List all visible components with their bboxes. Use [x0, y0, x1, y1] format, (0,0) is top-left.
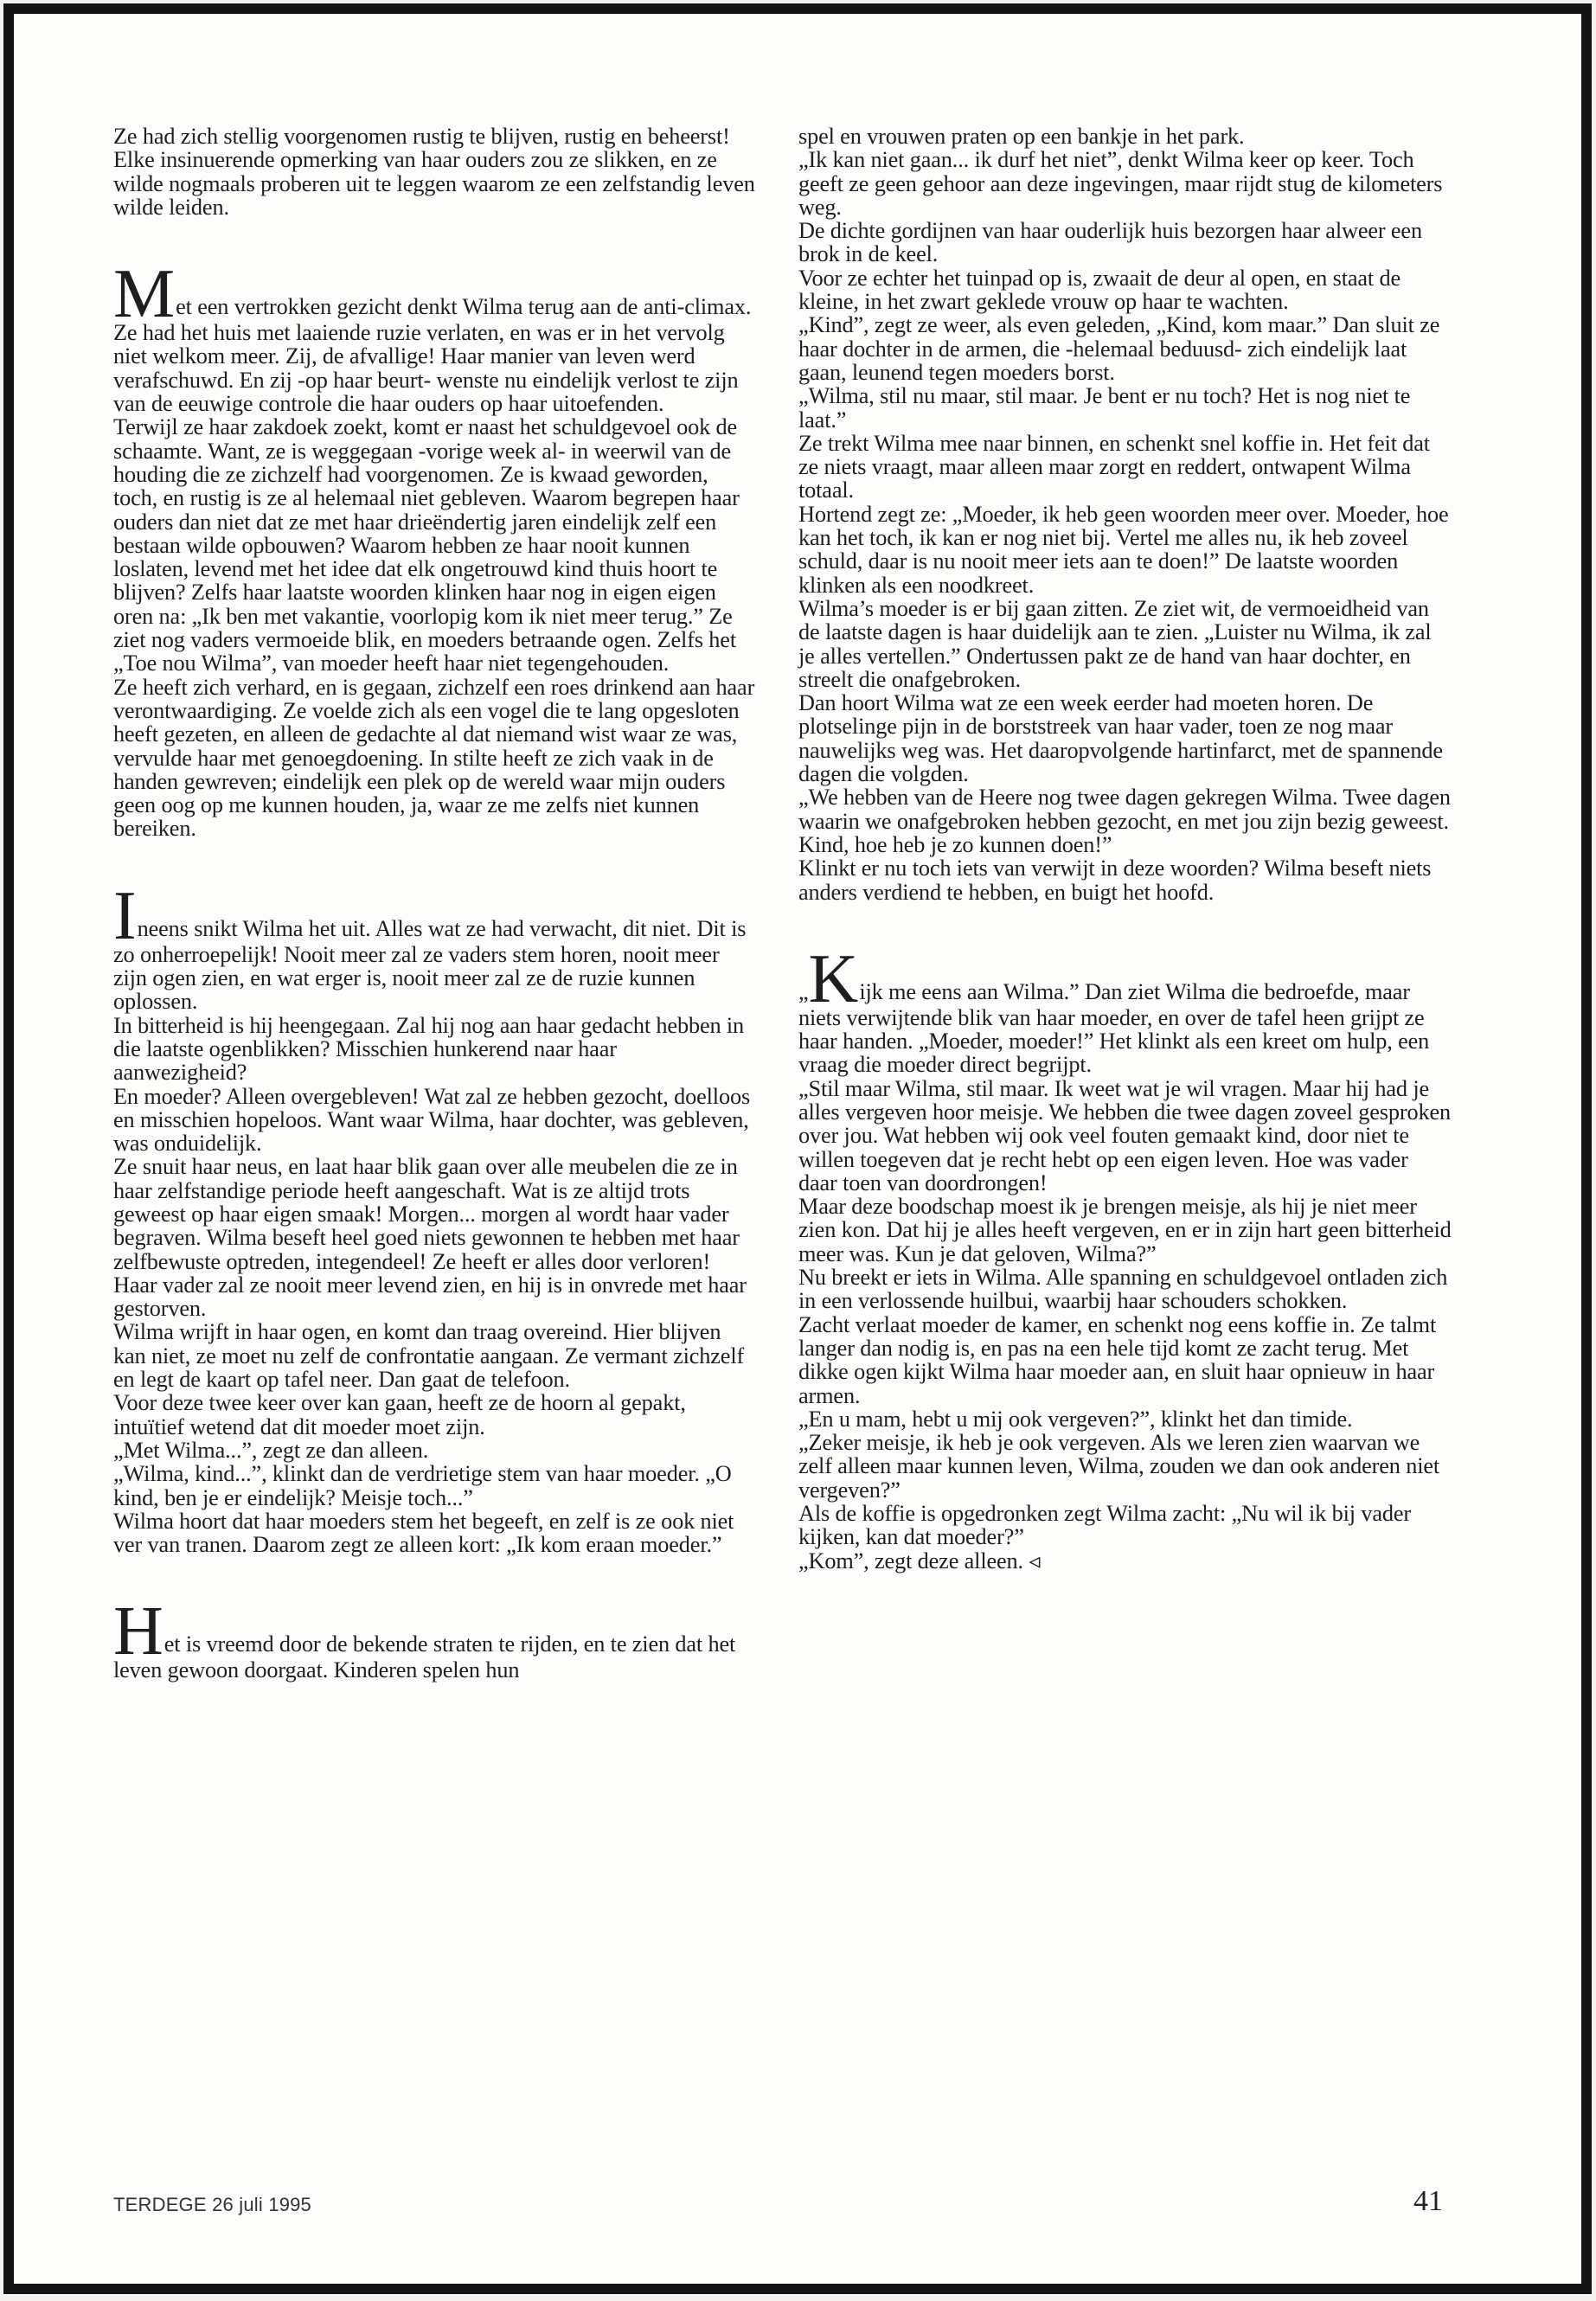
- paragraph: spel en vrouwen praten op een bankje in het park.: [798, 124, 1245, 149]
- paragraph: Zacht verlaat moeder de kamer, en schenkt nog eens koffie in. Ze talmt langer dan nodig is, en pas na een hele tijd komt ze zacht terug. Met dikke ogen kijkt Wilma haar moeder aan, en sluit haar opnieuw in haar armen.: [798, 1311, 1437, 1408]
- paragraph: „Stil maar Wilma, stil maar. Ik weet wat je wil vragen. Maar hij had je alles vergeven hoor meisje. We hebben die twee dagen zoveel gesproken over jou. Wat hebben wij ook veel fouten gemaakt kind, door niet te willen toegeven dat je recht hebt op een eigen leven. Hoe was vader daar toen van doordrongen!: [798, 1075, 1451, 1195]
- paragraph: Wilma hoort dat haar moeders stem het begeeft, en zelf is ze ook niet ver van tranen. Daarom zegt ze alleen kort: „Ik kom eraan moeder.”: [113, 1508, 734, 1558]
- paragraph: De dichte gordijnen van haar ouderlijk huis bezorgen haar alweer een brok in de keel.: [798, 218, 1422, 267]
- paragraph-text: ijk me eens aan Wilma.” Dan ziet Wilma die bedroefde, maar niets verwijtende blik van haar moeder, en over de tafel heen grijpt ze haar handen. „Moeder, moeder!” Het klinkt als een kreet om hulp, een vraag die moeder direct begrijpt.: [798, 978, 1430, 1078]
- paragraph: Nu breekt er iets in Wilma. Alle spanning en schuldgevoel ontladen zich in een verlossende huilbui, waarbij haar schouders schokken.: [798, 1265, 1448, 1314]
- right-column: [798, 125, 1452, 1573]
- section-opening-paragraph: [113, 256, 755, 417]
- page-number: 41: [1413, 2185, 1443, 2217]
- drop-cap: H: [113, 1593, 163, 1670]
- paragraph: Hortend zegt ze: „Moeder, ik heb geen woorden meer over. Moeder, hoe kan het toch, ik kan er nog niet bij. Vertel me alles nu, ik heb zoveel schuld, daar is nu nooit meer iets aan te doen!” De laatste woorden klinken als een noodkreet.: [798, 501, 1449, 598]
- paragraph: Als de koffie is opgedronken zegt Wilma zacht: „Nu wil ik bij vader kijken, kan dat moeder?”: [798, 1501, 1411, 1550]
- paragraph: Ze heeft zich verhard, en is gegaan, zichzelf een roes drinkend aan haar verontwaardiging. Ze voelde zich als een vogel die te lang opgesloten heeft gezeten, en alleen de gedachte al dat niemand wist waar ze was, vervulde haar met genoegdoening. In stilte heeft ze zich vaak in de handen gewreven; eindelijk een plek op de wereld waar mijn ouders geen oog op me kunnen houden, ja, waar ze me zelfs niet kunnen bereiken.: [113, 674, 755, 842]
- section-opening-paragraph: [113, 877, 755, 1015]
- paragraph-text: et een vertrokken gezicht denkt Wilma terug aan de anti-climax. Ze had het huis met laaiende ruzie verlaten, en was er in het vervolg niet welkom meer. Zij, de afvallige! Haar manier van leven werd verafschuwd. En zij -op haar beurt- wenste nu eindelijk verlost te zijn van de eeuwige controle die haar ouders op haar uitoefenden.: [113, 294, 752, 417]
- paragraph: Ze trekt Wilma mee naar binnen, en schenkt snel koffie in. Het feit dat ze niets vraagt, maar alleen maar zorgt en reddert, ontwapent Wilma totaal.: [798, 430, 1430, 503]
- publication-name: TERDEGE: [113, 2194, 207, 2215]
- issue-date: 26 juli 1995: [212, 2194, 311, 2215]
- paragraph-text: „Kom”, zegt deze alleen.: [798, 1548, 1023, 1574]
- left-column: [113, 125, 755, 1682]
- paragraph: En moeder? Alleen overgebleven! Wat zal ze hebben gezocht, doelloos en misschien hopeloos. Want waar Wilma, haar dochter, was gebleven, was onduidelijk.: [113, 1083, 751, 1157]
- paragraph-text: neens snikt Wilma het uit. Alles wat ze had verwacht, dit niet. Dit is zo onherroepelijk! Nooit meer zal ze vaders stem horen, nooit meer zijn ogen zien, en wat erger is, nooit meer zal ze de ruzie kunnen oplossen.: [113, 915, 747, 1015]
- paragraph: „Wilma, stil nu maar, stil maar. Je bent er nu toch? Het is nog niet te laat.”: [798, 383, 1411, 433]
- section-opening-paragraph: [113, 1593, 755, 1683]
- paragraph: „Ik kan niet gaan... ik durf het niet”, denkt Wilma keer op keer. Toch geeft ze geen gehoor aan deze ingevingen, maar rijdt stug de kilometers weg.: [798, 147, 1443, 220]
- paragraph: Ze had zich stellig voorgenomen rustig te blijven, rustig en beheerst! Elke insinuerende opmerking van haar ouders zou ze slikken, en ze wilde nogmaals proberen uit te leggen waarom ze een zelfstandig leven wilde leiden.: [113, 124, 755, 220]
- paragraph: Voor ze echter het tuinpad op is, zwaait de deur al open, en staat de kleine, in het zwart geklede vrouw op haar te wachten.: [798, 265, 1401, 315]
- drop-cap: M: [113, 256, 176, 333]
- paragraph: „We hebben van de Heere nog twee dagen gekregen Wilma. Twee dagen waarin we onafgebroken hebben gezocht, en met jou zijn bezig geweest. Kind, hoe heb je zo kunnen doen!”: [798, 785, 1451, 857]
- paragraph: Maar deze boodschap moest ik je brengen meisje, als hij je niet meer zien kon. Dat hij je alles heeft vergeven, en er in zijn hart geen bitterheid meer was. Kun je dat geloven, Wilma?”: [798, 1194, 1452, 1266]
- paragraph: Wilma’s moeder is er bij gaan zitten. Ze ziet wit, de vermoeidheid van de laatste dagen is haar duidelijk aan te zien. „Luister nu Wilma, ik zal je alles vertellen.” Ondertussen pakt ze de hand van haar dochter, en streelt die onafgebroken.: [798, 595, 1432, 692]
- paragraph: „Kind”, zegt ze weer, als even geleden, „Kind, kom maar.” Dan sluit ze haar dochter in de armen, die -helemaal beduusd- zich eindelijk laat gaan, leunend tegen moeders borst.: [798, 312, 1440, 385]
- paragraph: „En u mam, hebt u mij ook vergeven?”, klinkt het dan timide.: [798, 1406, 1353, 1432]
- paragraph: Ze snuit haar neus, en laat haar blik gaan over alle meubelen die ze in haar zelfstandige periode heeft aangeschaft. Wat is ze altijd trots geweest op haar eigen smaak! Morgen... morgen al wordt haar vader begraven. Wilma beseft heel goed niets gewonnen te hebben met haar zelfbewuste optreden, integendeel! Ze heeft er alles door verloren! Haar vader zal ze nooit meer levend zien, en hij is in onvrede met haar gestorven.: [113, 1154, 747, 1322]
- magazine-page: [3, 3, 1592, 2294]
- paragraph: In bitterheid is hij heengegaan. Zal hij nog aan haar gedacht hebben in die laatste ogenblikken? Misschien hunkerend naar haar aanwezigheid?: [113, 1012, 745, 1086]
- paragraph: Klinkt er nu toch iets van verwijt in deze woorden? Wilma beseft niets anders verdiend te hebben, en buigt het hoofd.: [798, 856, 1432, 905]
- section-opening-paragraph: [798, 940, 1452, 1078]
- paragraph: Voor deze twee keer over kan gaan, heeft ze de hoorn al gepakt, intuïtief wetend dat dit moeder moet zijn.: [113, 1390, 686, 1439]
- paragraph: „Met Wilma...”, zegt ze dan alleen.: [113, 1437, 429, 1463]
- paragraph-text: et is vreemd door de bekende straten te rijden, en te zien dat het leven gewoon doorgaat. Kinderen spelen hun: [113, 1631, 736, 1683]
- paragraph: „Wilma, kind...”, klinkt dan de verdrietige stem van haar moeder. „O kind, ben je er eindelijk? Meisje toch...”: [113, 1461, 732, 1510]
- closing-paragraph: [798, 1549, 1452, 1573]
- footer-publication-line: [113, 2194, 311, 2216]
- end-mark-icon: ◃: [1029, 1548, 1041, 1574]
- paragraph: Terwijl ze haar zakdoek zoekt, komt er naast het schuldgevoel ook de schaamte. Want, ze is weggegaan -vorige week al- in weerwil van de houding die ze zichzelf had voorgenomen. Ze is kwaad geworden, toch, en rustig is ze al helemaal niet gebleven. Waarom begrepen haar ouders dan niet dat ze met haar drieëndertig jaren eindelijk zelf een bestaan wilde opbouwen? Waarom hebben ze haar nooit kunnen loslaten, levend met het idee dat elk ongetrouwd kind thuis hoort te blijven? Zelfs haar laatste woorden klinken haar nog in eigen eigen oren na: „Ik ben met vakantie, voorlopig kom ik niet meer terug.” Ze ziet nog vaders vermoeide blik, en moeders betraande ogen. Zelfs het „Toe nou Wilma”, van moeder heeft haar niet tegengehouden.: [113, 414, 740, 676]
- opening-quote: „: [798, 978, 809, 1004]
- paragraph: „Zeker meisje, ik heb je ook vergeven. Als we leren zien waarvan we zelf alleen maar kunnen leven, Wilma, zouden we dan ook anderen niet vergeven?”: [798, 1430, 1440, 1503]
- paragraph: Dan hoort Wilma wat ze een week eerder had moeten horen. De plotselinge pijn in de borststreek van haar vader, toen ze nog maar nauwelijks weg was. Het daaropvolgende hartinfarct, met de spannende dagen die volgden.: [798, 690, 1443, 787]
- paragraph: Wilma wrijft in haar ogen, en komt dan traag overeind. Hier blijven kan niet, ze moet nu zelf de confrontatie aangaan. Ze vermant zichzelf en legt de kaart op tafel neer. Dan gaat de telefoon.: [113, 1319, 745, 1393]
- drop-cap: I: [113, 877, 137, 954]
- drop-cap: K: [808, 940, 859, 1017]
